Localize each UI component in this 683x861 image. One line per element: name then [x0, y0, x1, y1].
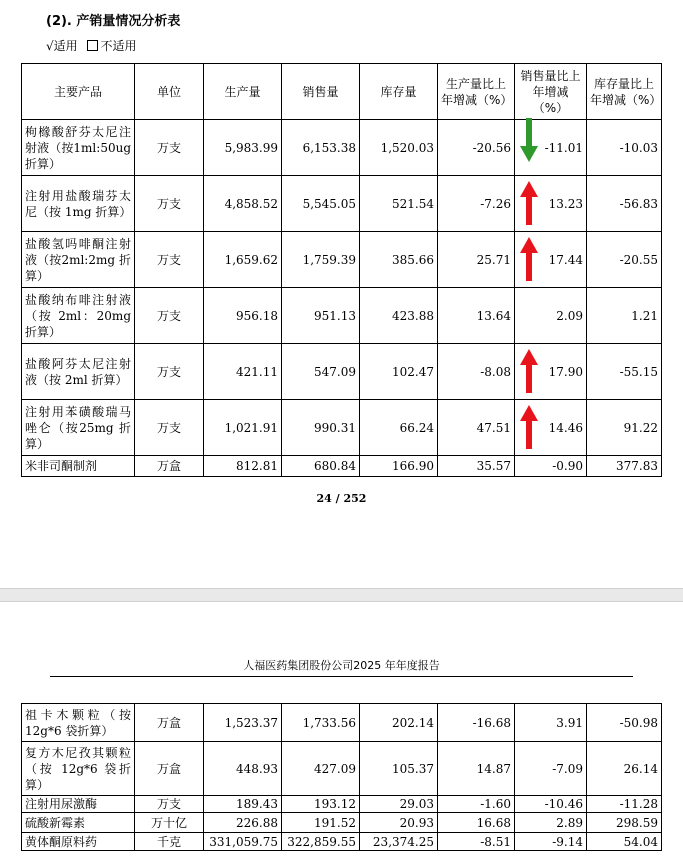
sales-cell	[282, 232, 360, 288]
col-header-production-change: 生产量比上年增减（%）	[438, 64, 515, 120]
product-name-cell	[22, 344, 135, 400]
table-row	[22, 232, 662, 288]
product-name-value: 盐酸阿芬太尼注射液（按 2ml 折算）	[25, 356, 131, 387]
inventory-value: 423.88	[392, 308, 434, 323]
product-name-cell	[22, 833, 135, 851]
table-row	[22, 742, 662, 796]
inventory-value: 166.90	[392, 459, 434, 473]
sales-change-cell	[515, 232, 587, 288]
sales-change-cell	[515, 344, 587, 400]
inventory-change-value: 91.22	[623, 420, 658, 435]
inventory-value: 102.47	[392, 364, 434, 379]
production-cell	[204, 120, 282, 176]
production-cell	[204, 176, 282, 232]
sales-change-value: 3.91	[556, 715, 583, 730]
unit-value: 万支	[156, 797, 181, 811]
production-cell	[204, 833, 282, 851]
header-rule	[50, 676, 633, 677]
production-sales-table-continued	[21, 703, 662, 851]
inventory-change-value: -11.28	[619, 797, 658, 811]
product-name-cell	[22, 288, 135, 344]
inventory-cell	[360, 833, 438, 851]
production-change-cell	[438, 288, 515, 344]
table-row	[22, 344, 662, 400]
unit-cell	[135, 796, 204, 813]
inventory-change-value: -50.98	[619, 715, 658, 730]
production-value: 5,983.99	[224, 140, 278, 155]
unit-cell	[135, 232, 204, 288]
production-change-value: 25.71	[476, 252, 511, 267]
sales-value: 5,545.05	[302, 196, 356, 211]
inventory-cell	[360, 704, 438, 742]
production-change-cell	[438, 232, 515, 288]
col-header-sales-change: 销售量比上年增减（%）	[515, 64, 587, 120]
sales-change-cell	[515, 833, 587, 851]
section-heading: (2). 产销量情况分析表	[46, 14, 181, 29]
table-row	[22, 456, 662, 477]
sales-change-cell	[515, 796, 587, 813]
production-change-cell	[438, 120, 515, 176]
inventory-change-cell	[587, 742, 662, 796]
col-header-inventory-change: 库存量比上年增减（%）	[587, 64, 662, 120]
production-change-value: 47.51	[476, 420, 511, 435]
production-change-cell	[438, 704, 515, 742]
production-sales-table	[21, 63, 662, 477]
sales-change-value: 17.90	[548, 364, 583, 379]
production-change-cell	[438, 813, 515, 833]
product-name-value: 黄体酮原料药	[25, 834, 98, 849]
sales-change-cell	[515, 288, 587, 344]
sales-cell	[282, 344, 360, 400]
inventory-change-value: -56.83	[619, 196, 658, 211]
inventory-change-value: -20.55	[619, 252, 658, 267]
red-up-arrow-icon	[519, 235, 539, 283]
col-header-sales: 销售量	[282, 64, 360, 120]
table-row	[22, 704, 662, 742]
table-body	[22, 120, 662, 477]
red-up-arrow-icon	[519, 347, 539, 395]
inventory-cell	[360, 742, 438, 796]
sales-value: 191.52	[314, 815, 356, 830]
inventory-cell	[360, 813, 438, 833]
table-row	[22, 288, 662, 344]
unit-cell	[135, 742, 204, 796]
sales-change-value: -11.01	[544, 140, 583, 155]
production-change-cell	[438, 796, 515, 813]
inventory-value: 521.54	[392, 196, 434, 211]
inventory-value: 105.37	[392, 761, 434, 776]
production-change-value: -1.60	[480, 797, 511, 811]
sales-change-value: -10.46	[544, 797, 583, 811]
production-value: 189.43	[236, 797, 278, 811]
inventory-change-value: 1.21	[631, 308, 658, 323]
sales-value: 990.31	[314, 420, 356, 435]
sales-value: 427.09	[314, 761, 356, 776]
sales-cell	[282, 742, 360, 796]
product-name-cell	[22, 704, 135, 742]
production-value: 331,059.75	[209, 834, 278, 849]
inventory-value: 202.14	[392, 715, 434, 730]
production-change-cell	[438, 400, 515, 456]
product-name-cell	[22, 742, 135, 796]
sales-change-value: 2.89	[556, 815, 583, 830]
production-change-value: -16.68	[472, 715, 511, 730]
table-row	[22, 176, 662, 232]
inventory-change-cell	[587, 176, 662, 232]
green-down-arrow-icon	[519, 116, 539, 164]
sales-value: 1,759.39	[302, 252, 356, 267]
inventory-change-cell	[587, 344, 662, 400]
unit-value: 万支	[156, 196, 181, 211]
sales-change-value: 2.09	[556, 308, 583, 323]
unit-value: 万盒	[156, 761, 181, 776]
product-name-value: 枸橼酸舒芬太尼注射液（按1ml:50ug 折算）	[25, 124, 131, 171]
checkbox-icon	[87, 40, 98, 51]
product-name-value: 注射用盐酸瑞芬太尼（按 1mg 折算）	[25, 188, 132, 219]
production-change-cell	[438, 456, 515, 477]
sales-cell	[282, 796, 360, 813]
unit-value: 万盒	[156, 715, 181, 730]
inventory-cell	[360, 400, 438, 456]
product-name-value: 祖卡木颗粒（按12g*6 袋折算）	[25, 707, 131, 738]
sales-change-value: -7.09	[552, 761, 583, 776]
unit-cell	[135, 456, 204, 477]
production-cell	[204, 704, 282, 742]
sales-change-value: -0.90	[552, 459, 583, 473]
inventory-change-cell	[587, 400, 662, 456]
unit-cell	[135, 176, 204, 232]
production-value: 226.88	[236, 815, 278, 830]
not-applicable-option: 不适用	[87, 39, 142, 53]
unit-cell	[135, 833, 204, 851]
production-value: 812.81	[236, 459, 278, 473]
product-name-cell	[22, 176, 135, 232]
unit-cell	[135, 813, 204, 833]
product-name-value: 盐酸纳布啡注射液（按 2ml：20mg 折算）	[25, 292, 131, 339]
unit-value: 千克	[156, 834, 181, 849]
inventory-cell	[360, 232, 438, 288]
applicability-line	[46, 37, 149, 54]
inventory-change-cell	[587, 232, 662, 288]
sales-cell	[282, 456, 360, 477]
inventory-change-value: -10.03	[619, 140, 658, 155]
table-row	[22, 813, 662, 833]
production-cell	[204, 232, 282, 288]
inventory-value: 29.03	[399, 797, 434, 811]
inventory-change-value: -55.15	[619, 364, 658, 379]
product-name-cell	[22, 400, 135, 456]
table-row	[22, 400, 662, 456]
sales-change-cell	[515, 120, 587, 176]
production-change-cell	[438, 742, 515, 796]
inventory-change-cell	[587, 456, 662, 477]
sales-change-value: 14.46	[548, 420, 583, 435]
inventory-value: 1,520.03	[380, 140, 434, 155]
inventory-change-cell	[587, 833, 662, 851]
unit-cell	[135, 704, 204, 742]
unit-value: 万支	[156, 140, 181, 155]
col-header-inventory: 库存量	[360, 64, 438, 120]
production-change-cell	[438, 176, 515, 232]
inventory-cell	[360, 176, 438, 232]
production-change-value: -8.08	[480, 364, 511, 379]
sales-cell	[282, 176, 360, 232]
inventory-change-value: 377.83	[616, 459, 658, 473]
sales-change-cell	[515, 704, 587, 742]
sales-cell	[282, 704, 360, 742]
production-cell	[204, 456, 282, 477]
product-name-cell	[22, 813, 135, 833]
production-value: 1,021.91	[224, 420, 278, 435]
inventory-cell	[360, 796, 438, 813]
unit-cell	[135, 120, 204, 176]
unit-value: 万支	[156, 308, 181, 323]
inventory-cell	[360, 344, 438, 400]
sales-cell	[282, 288, 360, 344]
sales-value: 951.13	[314, 308, 356, 323]
inventory-cell	[360, 456, 438, 477]
sales-cell	[282, 833, 360, 851]
unit-value: 万支	[156, 420, 181, 435]
inventory-change-cell	[587, 120, 662, 176]
production-change-cell	[438, 833, 515, 851]
production-value: 1,523.37	[224, 715, 278, 730]
sales-value: 547.09	[314, 364, 356, 379]
col-header-unit: 单位	[135, 64, 204, 120]
sales-change-value: 17.44	[548, 252, 583, 267]
production-value: 4,858.52	[224, 196, 278, 211]
production-change-value: -7.26	[480, 196, 511, 211]
production-change-value: 35.57	[476, 459, 511, 473]
unit-value: 万十亿	[150, 815, 187, 830]
product-name-value: 盐酸氢吗啡酮注射液（按2ml:2mg 折算）	[25, 236, 131, 283]
unit-value: 万支	[156, 364, 181, 379]
production-cell	[204, 796, 282, 813]
sales-value: 680.84	[314, 459, 356, 473]
sales-value: 193.12	[314, 797, 356, 811]
inventory-value: 23,374.25	[372, 834, 434, 849]
product-name-value: 米非司酮制剂	[25, 459, 98, 473]
unit-value: 万支	[156, 252, 181, 267]
sales-value: 1,733.56	[302, 715, 356, 730]
sales-cell	[282, 120, 360, 176]
inventory-change-value: 26.14	[623, 761, 658, 776]
red-up-arrow-icon	[519, 403, 539, 451]
production-cell	[204, 344, 282, 400]
sales-change-cell	[515, 176, 587, 232]
unit-cell	[135, 400, 204, 456]
inventory-value: 385.66	[392, 252, 434, 267]
sales-change-value: 13.23	[548, 196, 583, 211]
table-row	[22, 833, 662, 851]
sales-cell	[282, 400, 360, 456]
sales-value: 322,859.55	[287, 834, 356, 849]
report-header: 人福医药集团股份公司2025 年年度报告	[243, 659, 440, 672]
col-header-production: 生产量	[204, 64, 282, 120]
sales-change-cell	[515, 456, 587, 477]
inventory-change-value: 298.59	[616, 815, 658, 830]
production-change-cell	[438, 344, 515, 400]
product-name-cell	[22, 120, 135, 176]
inventory-change-cell	[587, 813, 662, 833]
sales-cell	[282, 813, 360, 833]
inventory-change-cell	[587, 704, 662, 742]
inventory-change-cell	[587, 796, 662, 813]
product-name-value: 硫酸新霉素	[25, 815, 86, 830]
production-value: 448.93	[236, 761, 278, 776]
sales-change-cell	[515, 742, 587, 796]
production-value: 421.11	[236, 364, 278, 379]
production-cell	[204, 400, 282, 456]
sales-value: 6,153.38	[302, 140, 356, 155]
col-header-product: 主要产品	[22, 64, 135, 120]
inventory-change-cell	[587, 288, 662, 344]
product-name-cell	[22, 796, 135, 813]
production-change-value: -8.51	[480, 834, 511, 849]
production-cell	[204, 813, 282, 833]
sales-change-cell	[515, 813, 587, 833]
table-body-continued	[22, 704, 662, 851]
production-change-value: 13.64	[476, 308, 511, 323]
table-row	[22, 120, 662, 176]
product-name-cell	[22, 456, 135, 477]
production-value: 1,659.62	[224, 252, 278, 267]
inventory-value: 20.93	[399, 815, 434, 830]
product-name-value: 复方木尼孜其颗粒（按 12g*6 袋折算）	[25, 745, 131, 792]
inventory-value: 66.24	[399, 420, 434, 435]
unit-value: 万盒	[156, 459, 181, 473]
product-name-cell	[22, 232, 135, 288]
product-name-value: 注射用尿激酶	[25, 797, 98, 811]
table-header-row	[22, 64, 662, 120]
inventory-cell	[360, 120, 438, 176]
unit-cell	[135, 344, 204, 400]
production-cell	[204, 288, 282, 344]
production-change-value: 16.68	[476, 815, 511, 830]
sales-change-cell	[515, 400, 587, 456]
page-number: 24 / 252	[316, 492, 367, 505]
table-row	[22, 796, 662, 813]
red-up-arrow-icon	[519, 179, 539, 227]
production-change-value: -20.56	[472, 140, 511, 155]
sales-change-value: -9.14	[552, 834, 583, 849]
applicable-option: √适用	[46, 39, 78, 53]
production-change-value: 14.87	[476, 761, 511, 776]
page-separator	[0, 588, 683, 602]
inventory-cell	[360, 288, 438, 344]
production-value: 956.18	[236, 308, 278, 323]
unit-cell	[135, 288, 204, 344]
production-cell	[204, 742, 282, 796]
inventory-change-value: 54.04	[623, 834, 658, 849]
product-name-value: 注射用苯磺酸瑞马唑仑（按25mg 折算）	[25, 404, 131, 451]
